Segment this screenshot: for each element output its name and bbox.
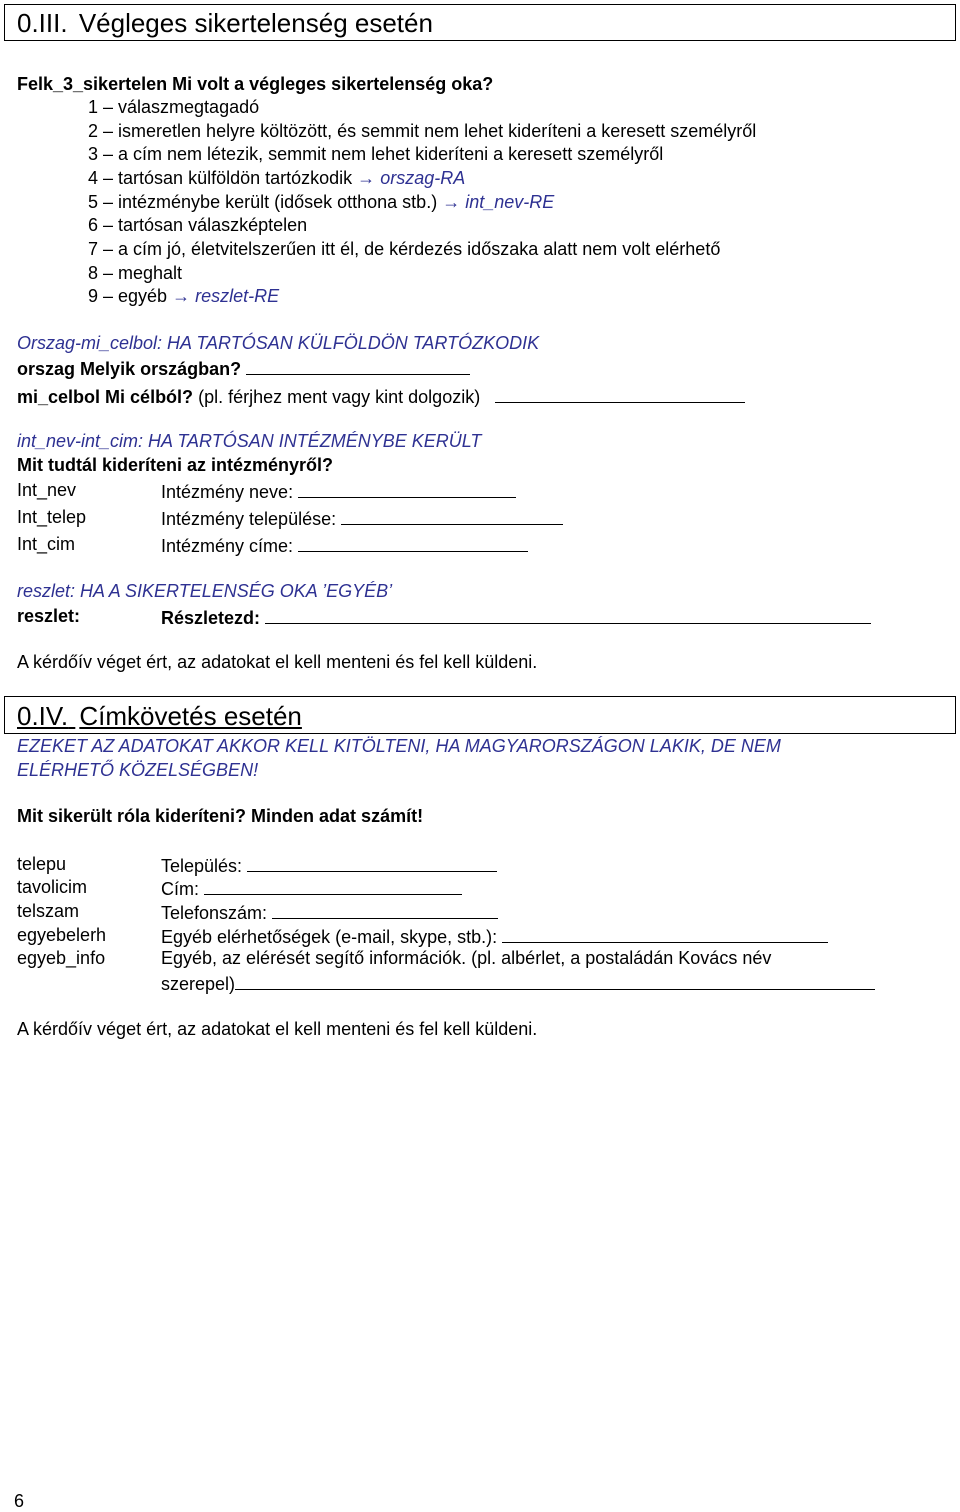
int-telep-row <box>161 506 563 530</box>
arrow-right-icon: → <box>172 286 191 306</box>
question-text: Mi volt a végleges sikertelenség oka? <box>172 74 494 94</box>
egyeb-info-field[interactable] <box>235 971 875 990</box>
egyebelerh-field[interactable] <box>502 924 828 943</box>
option-2 <box>88 120 756 142</box>
arrow-right-icon: → <box>442 192 461 212</box>
egyeb-info-code: egyeb_info <box>17 948 106 968</box>
option-text: 1 – válaszmegtagadó <box>88 97 260 117</box>
telszam-field[interactable] <box>272 900 498 919</box>
route-label: reszlet-RE <box>195 286 280 306</box>
option-text: 9 – egyéb <box>88 286 168 306</box>
section-title <box>17 10 433 36</box>
question-line <box>17 73 493 95</box>
instruction-line-1: EZEKET AZ ADATOKAT AKKOR KELL KITÖLTENI, HA MAGYARORSZÁGON LAKIK, DE NEM <box>17 736 781 756</box>
int-question: Mit tudtál kideríteni az intézményről? <box>17 455 334 475</box>
orszag-heading: Orszag-mi_celbol: HA TARTÓSAN KÜLFÖLDÖN TARTÓZKODIK <box>17 333 540 353</box>
int-telep-field[interactable] <box>341 506 563 525</box>
option-9 <box>88 285 279 307</box>
tavolicim-row <box>161 876 462 900</box>
question-code: mi_celbol <box>17 387 101 407</box>
int-cim-field[interactable] <box>298 533 528 552</box>
page-number: 6 <box>14 1491 25 1511</box>
int-nev-field[interactable] <box>298 479 516 498</box>
field-label: Telefonszám: <box>161 903 268 923</box>
option-text: 5 – intézménybe került (idősek otthona stb.) <box>88 192 438 212</box>
question-code: Felk_3_sikertelen <box>17 74 168 94</box>
option-6 <box>88 214 307 236</box>
mi-celbol-question <box>17 384 745 408</box>
section-title-text: Címkövetés esetén <box>79 701 302 731</box>
egyebelerh-code: egyebelerh <box>17 925 107 945</box>
end-note: A kérdőív véget ért, az adatokat el kell menteni és fel kell küldeni. <box>17 1019 538 1039</box>
question-hint: (pl. férjhez ment vagy kint dolgozik) <box>198 387 481 407</box>
field-label: Egyéb elérhetőségek (e-mail, skype, stb.): <box>161 927 498 947</box>
field-label: Intézmény neve: <box>161 482 294 502</box>
arrow-right-icon: → <box>357 168 376 188</box>
telepu-field[interactable] <box>247 853 497 872</box>
section-number: 0.III. <box>17 8 68 38</box>
mi-celbol-field[interactable] <box>495 384 745 403</box>
int-nev-code: Int_nev <box>17 480 77 500</box>
field-label: Intézmény települése: <box>161 509 337 529</box>
section-title <box>17 703 302 729</box>
egyeb-info-row: Egyéb, az elérését segítő információk. (pl. albérlet, a postaládán Kovács név <box>161 948 772 968</box>
reszlet-heading: reszlet: HA A SIKERTELENSÉG OKA ’EGYÉB’ <box>17 581 393 601</box>
reszlet-field[interactable] <box>265 605 871 624</box>
orszag-question <box>17 356 470 380</box>
end-note: A kérdőív véget ért, az adatokat el kell menteni és fel kell küldeni. <box>17 652 538 672</box>
question-code: orszag <box>17 359 76 379</box>
option-text: 3 – a cím nem létezik, semmit nem lehet kideríteni a keresett személyről <box>88 144 664 164</box>
field-label: szerepel) <box>161 974 236 994</box>
option-7 <box>88 238 720 260</box>
field-label: Intézmény címe: <box>161 536 294 556</box>
option-8 <box>88 262 182 284</box>
option-4 <box>88 167 465 189</box>
sikerult-question: Mit sikerült róla kideríteni? Minden adat számít! <box>17 806 424 826</box>
orszag-field[interactable] <box>246 356 470 375</box>
telszam-code: telszam <box>17 901 80 921</box>
tavolicim-field[interactable] <box>204 876 462 895</box>
instruction-line-2: ELÉRHETŐ KÖZELSÉGBEN! <box>17 760 259 780</box>
int-cim-row <box>161 533 528 557</box>
reszlet-row <box>161 605 871 629</box>
question-text: Melyik országban? <box>80 359 242 379</box>
option-5 <box>88 191 554 213</box>
field-label: Cím: <box>161 879 199 899</box>
telepu-code: telepu <box>17 854 67 874</box>
option-3 <box>88 143 663 165</box>
question-text: Mi célból? <box>105 387 194 407</box>
section-number: 0.IV. <box>17 701 69 731</box>
option-text: 8 – meghalt <box>88 263 183 283</box>
telepu-row <box>161 853 497 877</box>
int-nev-row <box>161 479 516 503</box>
section-title-text: Végleges sikertelenség esetén <box>78 8 433 38</box>
reszlet-code: reszlet: <box>17 606 81 626</box>
int-heading: int_nev-int_cim: HA TARTÓSAN INTÉZMÉNYBE KERÜLT <box>17 431 482 451</box>
option-1 <box>88 96 259 118</box>
int-telep-code: Int_telep <box>17 507 87 527</box>
egyeb-info-row-2 <box>161 971 875 995</box>
field-label: Részletezd: <box>161 608 261 628</box>
tavolicim-code: tavolicim <box>17 877 88 897</box>
telszam-row <box>161 900 498 924</box>
field-label: Település: <box>161 856 243 876</box>
option-text: 2 – ismeretlen helyre költözött, és semmit nem lehet kideríteni a keresett személyről <box>88 121 757 141</box>
route-label: orszag-RA <box>380 168 466 188</box>
option-text: 7 – a cím jó, életvitelszerűen itt él, de kérdezés időszaka alatt nem volt elérhető <box>88 239 721 259</box>
int-cim-code: Int_cim <box>17 534 76 554</box>
option-text: 6 – tartósan válaszképtelen <box>88 215 308 235</box>
route-label: int_nev-RE <box>465 192 555 212</box>
option-text: 4 – tartósan külföldön tartózkodik <box>88 168 353 188</box>
egyebelerh-row <box>161 924 828 948</box>
